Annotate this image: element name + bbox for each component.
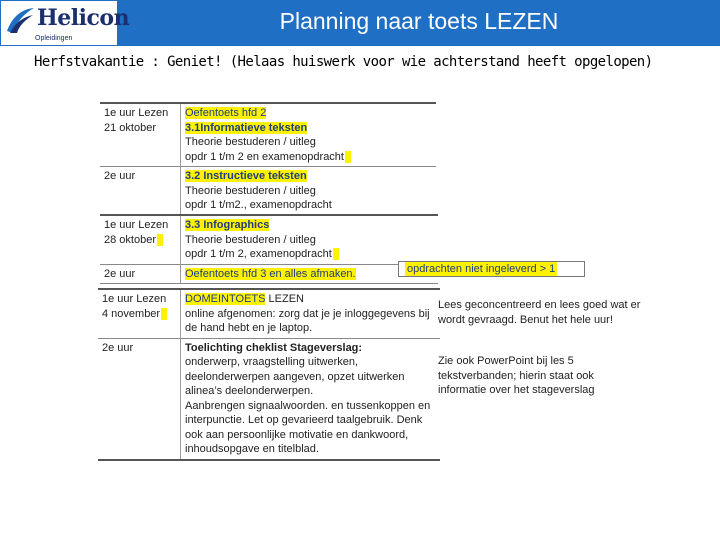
note-concentrate [438,298,658,327]
cell-text: alinea’s deelonderwerpen. [185,385,314,397]
table-cell [100,264,181,284]
cell-text: Theorie bestuderen / uitleg [185,233,316,246]
highlighted-text: DOMEINTOETS [185,293,266,305]
table-row [100,167,436,216]
logo-text: Helicon [37,5,130,31]
table-row [98,338,440,460]
lesson-label: 2e uur [104,170,136,182]
table-cell [100,103,181,167]
table-row [98,289,440,338]
callout-box [398,261,585,277]
schedule-table-28-oktober [100,214,438,284]
cell-text: de hand hebt en je laptop. [185,322,313,334]
cell-text: opdr 1 t/m 2, examenopdracht [185,248,332,260]
section-heading: 3.2 Instructieve teksten [185,170,307,182]
logo-subtext: Opleidingen [35,35,73,42]
page-subtitle: Herfstvakantie : Geniet! (Helaas huiswerk voor wie achterstand heeft opgelopen) [34,54,653,70]
note-powerpoint [438,354,638,398]
table-row [100,215,438,264]
section-heading: Toelichting cheklist Stageverslag: [185,341,363,354]
highlight-marker [161,308,167,320]
cell-text: opdr 1 t/m 2 en examenopdracht [185,150,344,163]
table-cell [100,167,181,216]
cell-text: onderwerp, vraagstelling uitwerken, [185,356,359,368]
note-line: informatie over het stageverslag [438,384,595,396]
cell-text: inhoudsopgave en titelblad. [185,443,319,455]
table-cell [98,289,181,338]
cell-text: Theorie bestuderen / uitleg [185,184,316,197]
highlight-marker [157,234,163,246]
schedule-table-21-oktober [100,102,436,216]
table-cell [181,215,439,264]
lesson-date: 21 oktober [104,121,156,134]
cell-text: ook aan persoonlijke motivatie en dankwoord, [185,428,409,441]
section-heading: 3.3 Infographics [185,219,270,231]
note-line: Zie ook PowerPoint bij les 5 [438,355,574,367]
cell-text: Aanbrengen signaalwoorden. en tussenkoppen en [185,399,431,412]
lesson-label: 2e uur [102,341,134,354]
table-cell [98,338,181,460]
table-cell [181,289,441,338]
cell-text: interpunctie. Let op gevarieerd taalgebruik. Denk [185,414,423,426]
lesson-label: 1e uur Lezen [104,107,169,119]
section-heading: 3.1Informatieve teksten [185,121,308,134]
cell-text: opdr 1 t/m2., examenopdracht [185,199,332,211]
highlight-marker [333,248,339,260]
header-bar [0,0,720,46]
note-line: wordt gevraagd. Benut het hele uur! [438,313,613,326]
note-line: tekstverbanden; hierin staat ook [438,369,594,382]
cell-text: LEZEN [265,293,304,305]
lesson-label: 1e uur Lezen [104,219,169,231]
page-title: Planning naar toets LEZEN [279,8,559,34]
table-row [100,264,438,284]
table-row [100,103,436,167]
helicon-logo-icon [5,5,35,35]
table-cell [181,167,437,216]
highlighted-text: Oefentoets hfd 2 [185,107,267,119]
note-line: Lees geconcentreerd en lees goed wat er [438,299,641,311]
lesson-date: 28 oktober [104,233,156,246]
lesson-label: 1e uur Lezen [102,293,167,305]
table-cell [100,215,181,264]
lesson-date: 4 november [102,307,161,320]
schedule-table-4-november [98,288,440,461]
highlighted-text: Oefentoets hfd 3 en alles afmaken. [185,267,356,280]
lesson-label: 2e uur [104,267,136,280]
highlight-marker [345,151,351,163]
table-cell [181,338,441,460]
helicon-logo [0,0,130,46]
cell-text: deelonderwerpen aangeven, opzet uitwerken [185,370,405,383]
callout-text: opdrachten niet ingeleverd > 1 [407,263,556,275]
table-cell [181,103,437,167]
cell-text: Theorie bestuderen / uitleg [185,136,316,148]
cell-text: online afgenomen: zorg dat je je inloggegevens bij [185,307,430,320]
